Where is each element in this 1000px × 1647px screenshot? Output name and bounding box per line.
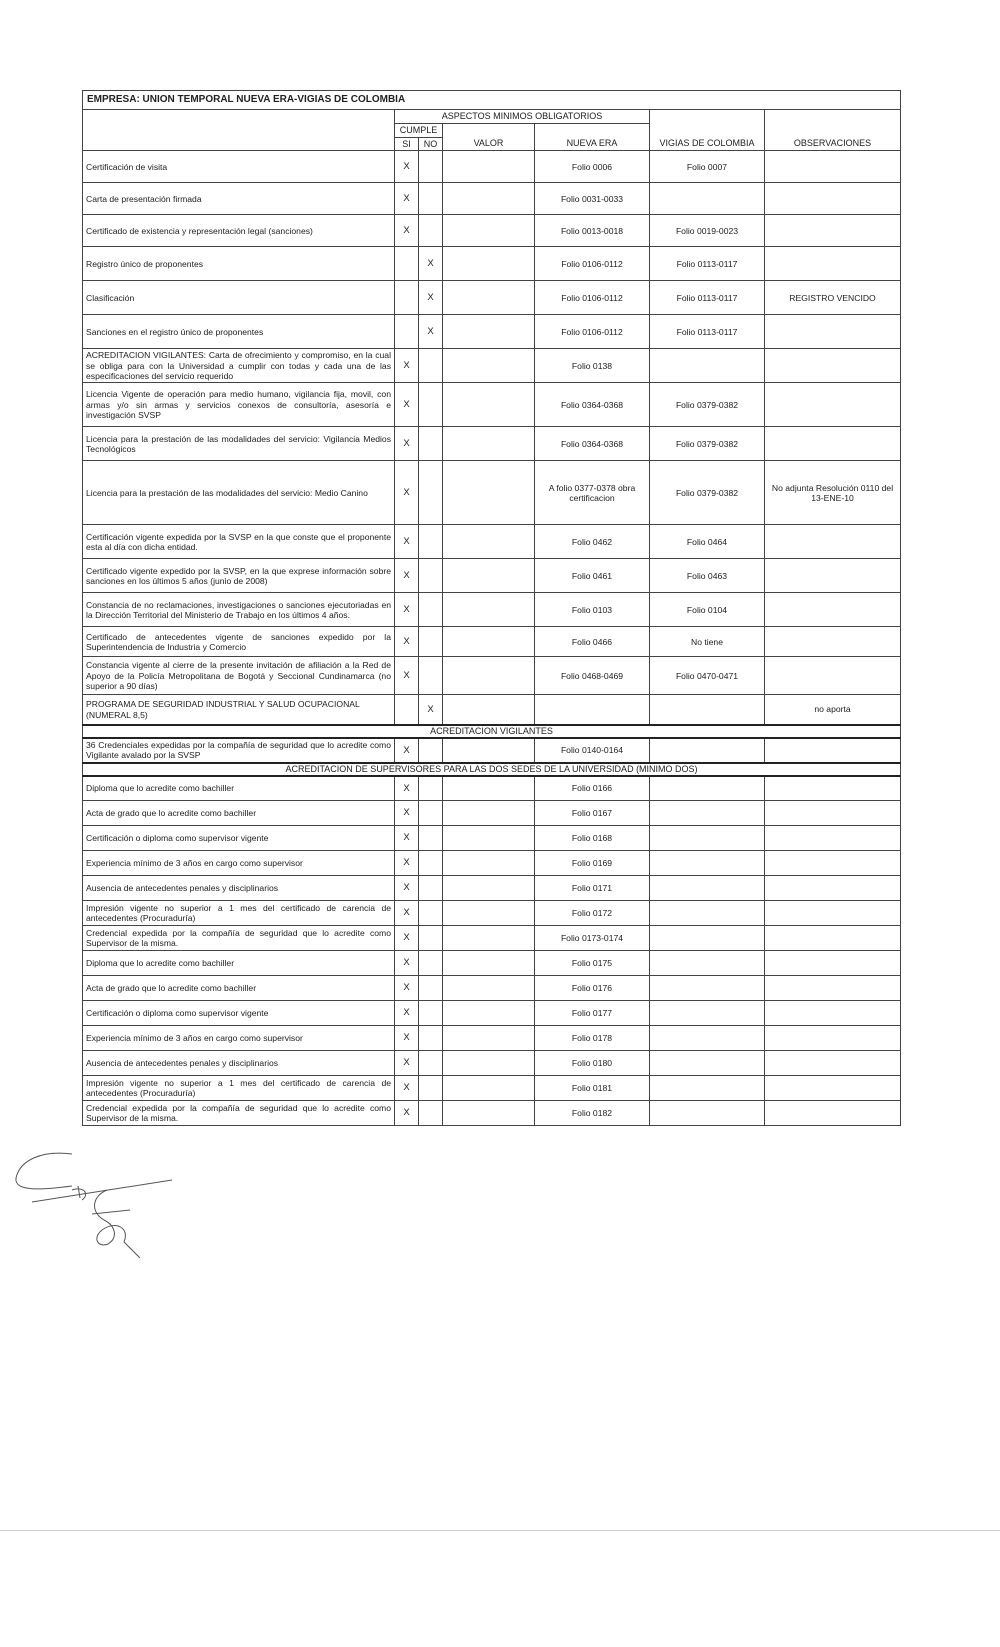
- vigias-folio: [650, 1026, 765, 1051]
- nueva-era-folio: Folio 0462: [535, 525, 650, 559]
- requirement-label: Certificado vigente expedido por la SVSP, en la que exprese información sobre sanciones en los últimos 5 años (junio de 2008): [83, 559, 395, 593]
- nueva-era-folio: Folio 0140-0164: [535, 738, 650, 763]
- supervisor-row: [83, 1001, 901, 1026]
- si-mark: X: [395, 657, 419, 695]
- si-mark: X: [395, 951, 419, 976]
- vigias-folio: Folio 0113-0117: [650, 281, 765, 315]
- requirement-row: [83, 247, 901, 281]
- observacion-cell: [765, 1051, 901, 1076]
- nueva-era-folio: Folio 0176: [535, 976, 650, 1001]
- requirement-label: Constancia de no reclamaciones, investigaciones o sanciones ejecutoriadas en la Dirección Territorial del Ministerio de Trabajo en los últimos 4 años.: [83, 593, 395, 627]
- requirement-label: Certificación de visita: [83, 151, 395, 183]
- valor-cell: [443, 1026, 535, 1051]
- no-mark: [419, 826, 443, 851]
- nueva-era-folio: Folio 0106-0112: [535, 247, 650, 281]
- vigilante-row: [83, 738, 901, 763]
- no-mark: [419, 776, 443, 801]
- observacion-cell: [765, 776, 901, 801]
- vigias-header: VIGIAS DE COLOMBIA: [650, 137, 765, 151]
- nueva-era-folio: Folio 0181: [535, 1076, 650, 1101]
- vigias-folio: Folio 0019-0023: [650, 215, 765, 247]
- observacion-cell: [765, 315, 901, 349]
- vigias-folio: [650, 876, 765, 901]
- observacion-cell: [765, 801, 901, 826]
- nueva-era-folio: Folio 0103: [535, 593, 650, 627]
- valor-cell: [443, 657, 535, 695]
- si-mark: X: [395, 738, 419, 763]
- requirement-label: Certificado de antecedentes vigente de sanciones expedido por la Superintendencia de Industria y Comercio: [83, 627, 395, 657]
- requirement-row: [83, 281, 901, 315]
- nueva-era-folio: [535, 695, 650, 725]
- observacion-cell: [765, 525, 901, 559]
- valor-cell: [443, 851, 535, 876]
- cumple-header: CUMPLE: [395, 123, 443, 137]
- observacion-cell: [765, 851, 901, 876]
- vigias-folio: Folio 0470-0471: [650, 657, 765, 695]
- valor-cell: [443, 901, 535, 926]
- no-mark: [419, 559, 443, 593]
- requirement-label: Licencia para la prestación de las modalidades del servicio: Medio Canino: [83, 461, 395, 525]
- nueva-era-folio: Folio 0171: [535, 876, 650, 901]
- observacion-cell: REGISTRO VENCIDO: [765, 281, 901, 315]
- valor-cell: [443, 801, 535, 826]
- supervisor-row: [83, 951, 901, 976]
- si-mark: X: [395, 1101, 419, 1126]
- requirement-label: Carta de presentación firmada: [83, 183, 395, 215]
- no-mark: [419, 1051, 443, 1076]
- nueva-era-folio: Folio 0178: [535, 1026, 650, 1051]
- vigias-folio: [650, 901, 765, 926]
- nueva-era-folio: Folio 0013-0018: [535, 215, 650, 247]
- requirement-label: Credencial expedida por la compañía de seguridad que lo acredite como Supervisor de la misma.: [83, 1101, 395, 1126]
- nueva-era-folio: Folio 0364-0368: [535, 383, 650, 427]
- si-mark: X: [395, 776, 419, 801]
- vigias-folio: Folio 0007: [650, 151, 765, 183]
- requirement-label: Diploma que lo acredite como bachiller: [83, 951, 395, 976]
- observacion-cell: [765, 215, 901, 247]
- valor-cell: [443, 876, 535, 901]
- requirement-label: Ausencia de antecedentes penales y disciplinarios: [83, 876, 395, 901]
- observacion-cell: [765, 951, 901, 976]
- si-header: SI: [395, 137, 419, 151]
- requirement-label: Certificación vigente expedida por la SVSP en la que conste que el proponente esta al día con dicha entidad.: [83, 525, 395, 559]
- valor-cell: [443, 215, 535, 247]
- requirement-label: Constancia vigente al cierre de la presente invitación de afiliación a la Red de Apoyo de la Policía Metropolitana de Bogotá y Seccional Cundinamarca (no superior a 90 días): [83, 657, 395, 695]
- valor-cell: [443, 776, 535, 801]
- company-title: EMPRESA: UNION TEMPORAL NUEVA ERA-VIGIAS DE COLOMBIA: [83, 91, 901, 110]
- nueva-era-folio: Folio 0175: [535, 951, 650, 976]
- si-mark: X: [395, 876, 419, 901]
- requirement-label: Acta de grado que lo acredite como bachiller: [83, 801, 395, 826]
- observacion-cell: No adjunta Resolución 0110 del 13-ENE-10: [765, 461, 901, 525]
- section-supervisores: [83, 763, 901, 776]
- nueva-era-folio: Folio 0169: [535, 851, 650, 876]
- si-mark: [395, 247, 419, 281]
- valor-cell: [443, 427, 535, 461]
- requirement-label: ACREDITACION VIGILANTES: Carta de ofrecimiento y compromiso, en la cual se obliga para con la Universidad a cumplir con todas y cada una de las especificaciones del servicio requerido: [83, 349, 395, 383]
- no-mark: X: [419, 281, 443, 315]
- vigias-folio: [650, 738, 765, 763]
- nueva-era-folio: Folio 0468-0469: [535, 657, 650, 695]
- vigias-folio: [650, 951, 765, 976]
- si-mark: X: [395, 851, 419, 876]
- si-mark: X: [395, 525, 419, 559]
- si-mark: X: [395, 427, 419, 461]
- no-mark: [419, 738, 443, 763]
- requirement-row: [83, 559, 901, 593]
- evaluation-document: [82, 90, 900, 1126]
- valor-header: VALOR: [443, 137, 535, 151]
- vigias-folio: Folio 0464: [650, 525, 765, 559]
- group-header: ASPECTOS MINIMOS OBLIGATORIOS: [395, 110, 650, 124]
- supervisor-row: [83, 1026, 901, 1051]
- observacion-cell: [765, 1001, 901, 1026]
- supervisor-row: [83, 776, 901, 801]
- observacion-cell: [765, 926, 901, 951]
- valor-cell: [443, 281, 535, 315]
- no-mark: [419, 951, 443, 976]
- observacion-cell: [765, 151, 901, 183]
- observacion-cell: [765, 876, 901, 901]
- si-mark: X: [395, 151, 419, 183]
- no-mark: [419, 383, 443, 427]
- vigias-folio: [650, 1076, 765, 1101]
- valor-cell: [443, 1101, 535, 1126]
- nueva-era-folio: Folio 0106-0112: [535, 281, 650, 315]
- section-vigilantes: [83, 725, 901, 738]
- no-mark: [419, 876, 443, 901]
- nueva-era-folio: Folio 0006: [535, 151, 650, 183]
- vigias-folio: Folio 0113-0117: [650, 247, 765, 281]
- vigias-folio: [650, 851, 765, 876]
- no-mark: [419, 349, 443, 383]
- observacion-cell: [765, 593, 901, 627]
- requirement-label: Sanciones en el registro único de proponentes: [83, 315, 395, 349]
- si-mark: X: [395, 183, 419, 215]
- observacion-cell: [765, 826, 901, 851]
- no-mark: [419, 801, 443, 826]
- si-mark: X: [395, 383, 419, 427]
- page-fold-line: [0, 1530, 1000, 1531]
- vigias-folio: [650, 776, 765, 801]
- no-header: NO: [419, 137, 443, 151]
- nueva-era-folio: Folio 0031-0033: [535, 183, 650, 215]
- no-mark: [419, 657, 443, 695]
- vigias-folio: [650, 926, 765, 951]
- valor-cell: [443, 1076, 535, 1101]
- si-mark: X: [395, 826, 419, 851]
- nueva-era-folio: Folio 0168: [535, 826, 650, 851]
- observaciones-header: OBSERVACIONES: [765, 137, 901, 151]
- requirement-label: Ausencia de antecedentes penales y disciplinarios: [83, 1051, 395, 1076]
- nueva-era-folio: Folio 0364-0368: [535, 427, 650, 461]
- requirement-label: Acta de grado que lo acredite como bachiller: [83, 976, 395, 1001]
- vigias-folio: [650, 1051, 765, 1076]
- requirement-label: Certificación o diploma como supervisor vigente: [83, 1001, 395, 1026]
- vigias-folio: [650, 183, 765, 215]
- nueva-era-folio: Folio 0106-0112: [535, 315, 650, 349]
- no-mark: [419, 976, 443, 1001]
- no-mark: X: [419, 695, 443, 725]
- vigias-folio: [650, 976, 765, 1001]
- supervisor-row: [83, 1101, 901, 1126]
- valor-cell: [443, 826, 535, 851]
- supervisor-row: [83, 1051, 901, 1076]
- observacion-cell: [765, 383, 901, 427]
- requirement-label: PROGRAMA DE SEGURIDAD INDUSTRIAL Y SALUD OCUPACIONAL (NUMERAL 8,5): [83, 695, 395, 725]
- requirement-row: [83, 525, 901, 559]
- observacion-cell: [765, 1076, 901, 1101]
- handwritten-signature: [12, 1150, 192, 1270]
- section-supervisores-title: ACREDITACION DE SUPERVISORES PARA LAS DOS SEDES DE LA UNIVERSIDAD (MINIMO DOS): [83, 763, 901, 776]
- nueva-era-folio: Folio 0180: [535, 1051, 650, 1076]
- requirement-label: Licencia para la prestación de las modalidades del servicio: Vigilancia Medios Tecnológicos: [83, 427, 395, 461]
- valor-cell: [443, 183, 535, 215]
- requirement-label: Impresión vigente no superior a 1 mes del certificado de carencia de antecedentes (Procuraduría): [83, 901, 395, 926]
- requirement-label: Certificado de existencia y representación legal (sanciones): [83, 215, 395, 247]
- no-mark: X: [419, 315, 443, 349]
- no-mark: X: [419, 247, 443, 281]
- no-mark: [419, 851, 443, 876]
- vigilantes-rows: [83, 738, 901, 763]
- requirement-row: [83, 151, 901, 183]
- requirement-label: Credencial expedida por la compañía de seguridad que lo acredite como Supervisor de la misma.: [83, 926, 395, 951]
- si-mark: X: [395, 901, 419, 926]
- vigias-folio: No tiene: [650, 627, 765, 657]
- si-mark: X: [395, 801, 419, 826]
- no-mark: [419, 627, 443, 657]
- observacion-cell: [765, 627, 901, 657]
- requirement-label: Clasificación: [83, 281, 395, 315]
- valor-cell: [443, 951, 535, 976]
- nueva-era-folio: Folio 0466: [535, 627, 650, 657]
- observacion-cell: [765, 183, 901, 215]
- vigias-folio: [650, 1001, 765, 1026]
- requirement-label: Experiencia mínimo de 3 años en cargo como supervisor: [83, 1026, 395, 1051]
- si-mark: X: [395, 461, 419, 525]
- supervisor-row: [83, 876, 901, 901]
- no-mark: [419, 593, 443, 627]
- requirements-table: [82, 90, 901, 1126]
- requirement-row: [83, 461, 901, 525]
- nueva-era-folio: A folio 0377-0378 obra certificacion: [535, 461, 650, 525]
- no-mark: [419, 215, 443, 247]
- valor-cell: [443, 247, 535, 281]
- nueva-era-folio: Folio 0182: [535, 1101, 650, 1126]
- nueva-era-folio: Folio 0166: [535, 776, 650, 801]
- si-mark: [395, 281, 419, 315]
- requirement-label: Diploma que lo acredite como bachiller: [83, 776, 395, 801]
- observacion-cell: [765, 1101, 901, 1126]
- no-mark: [419, 926, 443, 951]
- no-mark: [419, 183, 443, 215]
- valor-cell: [443, 1001, 535, 1026]
- no-mark: [419, 1101, 443, 1126]
- requirement-label: Licencia Vigente de operación para medio humano, vigilancia fija, movil, con armas y/o sin armas y servicios conexos de consultoría, asesoría e investigación SVSP: [83, 383, 395, 427]
- nueva-era-header: NUEVA ERA: [535, 137, 650, 151]
- requirement-row: [83, 657, 901, 695]
- valor-cell: [443, 627, 535, 657]
- vigias-folio: Folio 0104: [650, 593, 765, 627]
- valor-cell: [443, 461, 535, 525]
- valor-cell: [443, 559, 535, 593]
- no-mark: [419, 1026, 443, 1051]
- no-mark: [419, 1076, 443, 1101]
- section-vigilantes-title: ACREDITACION VIGILANTES: [83, 725, 901, 738]
- nueva-era-folio: Folio 0461: [535, 559, 650, 593]
- vigias-folio: [650, 349, 765, 383]
- requirement-label: 36 Credenciales expedidas por la compañía de seguridad que lo acredite como Vigilante avalado por la SVSP: [83, 738, 395, 763]
- requirement-row: [83, 695, 901, 725]
- observacion-cell: [765, 559, 901, 593]
- main-rows: [83, 151, 901, 725]
- observacion-cell: [765, 976, 901, 1001]
- valor-cell: [443, 738, 535, 763]
- valor-cell: [443, 926, 535, 951]
- requirement-row: [83, 383, 901, 427]
- no-mark: [419, 525, 443, 559]
- vigias-folio: [650, 695, 765, 725]
- observacion-cell: [765, 738, 901, 763]
- supervisor-row: [83, 926, 901, 951]
- no-mark: [419, 1001, 443, 1026]
- requirement-label: Experiencia mínimo de 3 años en cargo como supervisor: [83, 851, 395, 876]
- nueva-era-folio: Folio 0177: [535, 1001, 650, 1026]
- vigias-folio: [650, 826, 765, 851]
- observacion-cell: [765, 901, 901, 926]
- observacion-cell: [765, 349, 901, 383]
- supervisor-row: [83, 801, 901, 826]
- valor-cell: [443, 1051, 535, 1076]
- valor-cell: [443, 151, 535, 183]
- nueva-era-folio: Folio 0173-0174: [535, 926, 650, 951]
- observacion-cell: [765, 247, 901, 281]
- si-mark: X: [395, 926, 419, 951]
- no-mark: [419, 901, 443, 926]
- supervisor-row: [83, 851, 901, 876]
- supervisor-row: [83, 976, 901, 1001]
- si-mark: X: [395, 1026, 419, 1051]
- si-mark: X: [395, 1001, 419, 1026]
- requirement-row: [83, 593, 901, 627]
- vigias-folio: Folio 0113-0117: [650, 315, 765, 349]
- si-mark: X: [395, 1076, 419, 1101]
- vigias-folio: Folio 0379-0382: [650, 461, 765, 525]
- nueva-era-folio: Folio 0172: [535, 901, 650, 926]
- supervisor-row: [83, 826, 901, 851]
- si-mark: X: [395, 627, 419, 657]
- vigias-folio: Folio 0379-0382: [650, 427, 765, 461]
- si-mark: X: [395, 559, 419, 593]
- supervisor-row: [83, 901, 901, 926]
- vigias-folio: [650, 801, 765, 826]
- si-mark: [395, 695, 419, 725]
- valor-cell: [443, 976, 535, 1001]
- no-mark: [419, 151, 443, 183]
- si-mark: [395, 315, 419, 349]
- observacion-cell: [765, 657, 901, 695]
- vigias-folio: Folio 0463: [650, 559, 765, 593]
- requirement-row: [83, 183, 901, 215]
- valor-cell: [443, 383, 535, 427]
- valor-cell: [443, 593, 535, 627]
- no-mark: [419, 427, 443, 461]
- requirement-row: [83, 627, 901, 657]
- vigias-folio: Folio 0379-0382: [650, 383, 765, 427]
- si-mark: X: [395, 215, 419, 247]
- requirement-row: [83, 315, 901, 349]
- requirement-row: [83, 349, 901, 383]
- vigias-folio: [650, 1101, 765, 1126]
- requirement-label: Registro único de proponentes: [83, 247, 395, 281]
- si-mark: X: [395, 976, 419, 1001]
- requirement-label: Certificación o diploma como supervisor vigente: [83, 826, 395, 851]
- requirement-row: [83, 427, 901, 461]
- observacion-cell: [765, 1026, 901, 1051]
- nueva-era-folio: Folio 0138: [535, 349, 650, 383]
- requirement-label: Impresión vigente no superior a 1 mes del certificado de carencia de antecedentes (Procuraduría): [83, 1076, 395, 1101]
- si-mark: X: [395, 593, 419, 627]
- observacion-cell: [765, 427, 901, 461]
- valor-cell: [443, 315, 535, 349]
- no-mark: [419, 461, 443, 525]
- supervisor-row: [83, 1076, 901, 1101]
- valor-cell: [443, 695, 535, 725]
- si-mark: X: [395, 1051, 419, 1076]
- valor-cell: [443, 525, 535, 559]
- nueva-era-folio: Folio 0167: [535, 801, 650, 826]
- si-mark: X: [395, 349, 419, 383]
- requirement-row: [83, 215, 901, 247]
- valor-cell: [443, 349, 535, 383]
- observacion-cell: no aporta: [765, 695, 901, 725]
- supervisores-rows: [83, 776, 901, 1126]
